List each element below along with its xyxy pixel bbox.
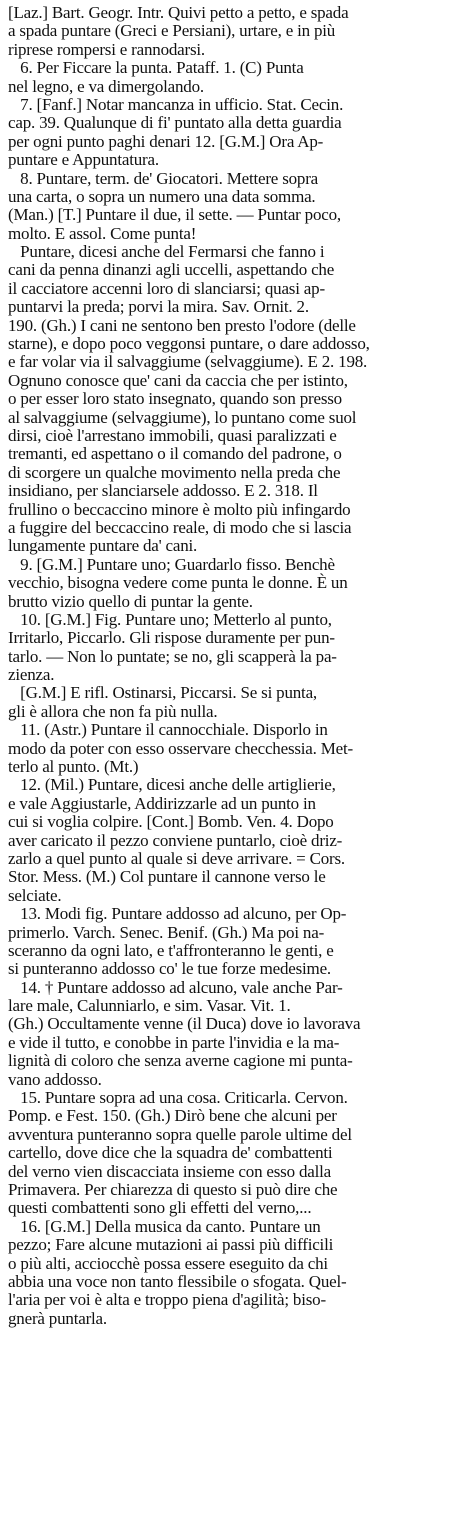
text-line: molto. E assol. Come punta! [8, 223, 197, 243]
text-line: 11. (Astr.) Puntare il cannocchiale. Disporlo in [8, 720, 328, 740]
text-line: brutto vizio quello di puntar la gente. [8, 591, 253, 611]
text-line: 6. Per Ficcare la punta. Pataff. 1. (C) Punta [8, 58, 304, 78]
text-line: Pomp. e Fest. 150. (Gh.) Dirò bene che alcuni per [8, 1106, 337, 1126]
text-line: terlo al punto. (Mt.) [8, 757, 139, 777]
text-line: dirsi, cioè l'arrestano immobili, quasi paralizzati e [8, 425, 337, 445]
text-line: del verno vien discacciata insieme con esso dalla [8, 1161, 331, 1181]
text-line: 10. [G.M.] Fig. Puntare uno; Metterlo al punto, [8, 609, 332, 629]
text-line: aver caricato il pezzo conviene puntarlo, cioè driz- [8, 830, 343, 850]
text-line: o più alti, acciocchè possa essere eseguito da chi [8, 1253, 328, 1273]
text-line: 8. Puntare, term. de' Giocatori. Mettere sopra [8, 168, 319, 188]
text-line: di scorgere un qualche movimento nella preda che [8, 462, 341, 482]
text-line: 12. (Mil.) Puntare, dicesi anche delle artiglierie, [8, 775, 336, 795]
text-line: cani da penna dinanzi agli uccelli, aspettando che [8, 260, 335, 280]
text-line: (Gh.) Occultamente venne (il Duca) dove io lavorava [8, 1014, 361, 1034]
text-line: puntarvi la preda; porvi la mira. Sav. Ornit. 2. [8, 297, 309, 317]
text-line: insidiano, per slanciarsele addosso. E 2. 318. Il [8, 481, 318, 501]
text-line: e vide il tutto, e conobbe in parte l'invidia e la ma- [8, 1032, 340, 1052]
text-line: o per esser loro stato insegnato, quando son presso [8, 389, 342, 409]
text-line: abbia una voce non tanto flessibile o sfogata. Quel- [8, 1271, 347, 1291]
text-line: Stor. Mess. (M.) Col puntare il cannone verso le [8, 867, 326, 887]
text-line: Irritarlo, Piccarlo. Gli rispose duramente per pun- [8, 628, 335, 648]
text-line: puntare e Appuntatura. [8, 150, 159, 170]
text-line: cui si voglia colpire. [Cont.] Bomb. Ven. 4. Dopo [8, 812, 334, 832]
text-line: al salvaggiume (selvaggiume), lo puntano come suol [8, 407, 357, 427]
text-line: 9. [G.M.] Puntare uno; Guardarlo fisso. Benchè [8, 554, 335, 574]
text-line: starne), e dopo poco veggonsi puntare, o dare addosso, [8, 334, 370, 354]
text-line: a fuggire del beccaccino reale, di modo che si lascia [8, 517, 352, 537]
text-line: tremanti, ed aspettano o il comando del padrone, o [8, 444, 342, 464]
text-line: gnerà puntarla. [8, 1308, 107, 1328]
text-line: si punteranno addosso co' le tue forze medesime. [8, 959, 331, 979]
text-line: il cacciatore accenni loro di slanciarsi; quasi ap- [8, 278, 325, 298]
text-line: (Man.) [T.] Puntare il due, il sette. — Puntar poco, [8, 205, 341, 225]
text-line: lungamente puntare da' cani. [8, 536, 198, 556]
text-line: una carta, o sopra un numero una data somma. [8, 186, 316, 206]
text-line: avventura punteranno sopra quelle parole ultime del [8, 1124, 352, 1144]
text-line: primerlo. Varch. Senec. Benif. (Gh.) Ma poi na- [8, 922, 325, 942]
text-line: cartello, dove dice che la squadra de' combattenti [8, 1143, 333, 1163]
text-line: e vale Aggiustarle, Addirizzarle ad un punto in [8, 793, 316, 813]
text-line: l'aria per voi è alta e troppo piena d'agilità; biso- [8, 1290, 326, 1310]
text-line: Primavera. Per chiarezza di questo si può dire che [8, 1180, 338, 1199]
text-line: nel legno, e va dimergolando. [8, 76, 204, 96]
text-line: tarlo. — Non lo puntate; se no, gli scapperà la pa- [8, 646, 337, 666]
text-line: 14. † Puntare addosso ad alcuno, vale anche Par- [8, 977, 343, 997]
text-line: 16. [G.M.] Della musica da canto. Puntare un [8, 1216, 321, 1236]
text-line: 13. Modi fig. Puntare addosso ad alcuno, per Op- [8, 904, 347, 924]
text-line: 7. [Fanf.] Notar mancanza in ufficio. Stat. Cecin. [8, 94, 344, 114]
text-line: pezzo; Fare alcune mutazioni ai passi più difficili [8, 1235, 334, 1255]
text-line: a spada puntare (Greci e Persiani), urtare, e in più [8, 21, 336, 41]
text-line: [G.M.] E rifl. Ostinarsi, Piccarsi. Se si punta, [8, 683, 317, 703]
text-line: 15. Puntare sopra ad una cosa. Criticarla. Cervon. [8, 1088, 348, 1108]
text-line: vano addosso. [8, 1069, 102, 1089]
text-line: vecchio, bisogna vedere come punta le donne. È un [8, 573, 348, 593]
text-line: riprese rompersi e rannodarsi. [8, 39, 205, 59]
text-line: zienza. [8, 665, 55, 685]
text-line: modo da poter con esso osservare checchessia. Met- [8, 738, 353, 758]
text-line: zarlo a quel punto al quale si deve arrivare. = Cors. [8, 848, 345, 868]
text-line: [Laz.] Bart. Geogr. Intr. Quivi petto a petto, e spada [8, 3, 349, 22]
text-line: sceranno da ogni lato, e t'affronteranno le genti, e [8, 940, 334, 960]
text-line: Puntare, dicesi anche del Fermarsi che fanno i [8, 242, 325, 262]
text-line: e far volar via il salvaggiume (selvaggiume). E 2. 198. [8, 352, 368, 372]
text-line: questi combattenti sono gli effetti del verno,... [8, 1198, 312, 1218]
text-line: 190. (Gh.) I cani ne sentono ben presto l'odore (delle [8, 315, 356, 335]
entry-text [8, 4, 464, 1328]
text-line: cap. 39. Qualunque di fi' puntato alla detta guardia [8, 113, 342, 133]
text-line: per ogni punto paghi denari 12. [G.M.] Ora Ap- [8, 131, 324, 151]
text-line: gli è allora che non fa più nulla. [8, 701, 218, 721]
text-line: frullino o beccaccino minore è molto più infingardo [8, 499, 351, 519]
text-line: lignità di coloro che senza averne cagione mi punta- [8, 1051, 353, 1071]
text-line: Ognuno conosce que' cani da caccia che per istinto, [8, 370, 348, 390]
text-line: selciate. [8, 885, 62, 905]
text-line: lare male, Calunniarlo, e sim. Vasar. Vit. 1. [8, 996, 291, 1016]
